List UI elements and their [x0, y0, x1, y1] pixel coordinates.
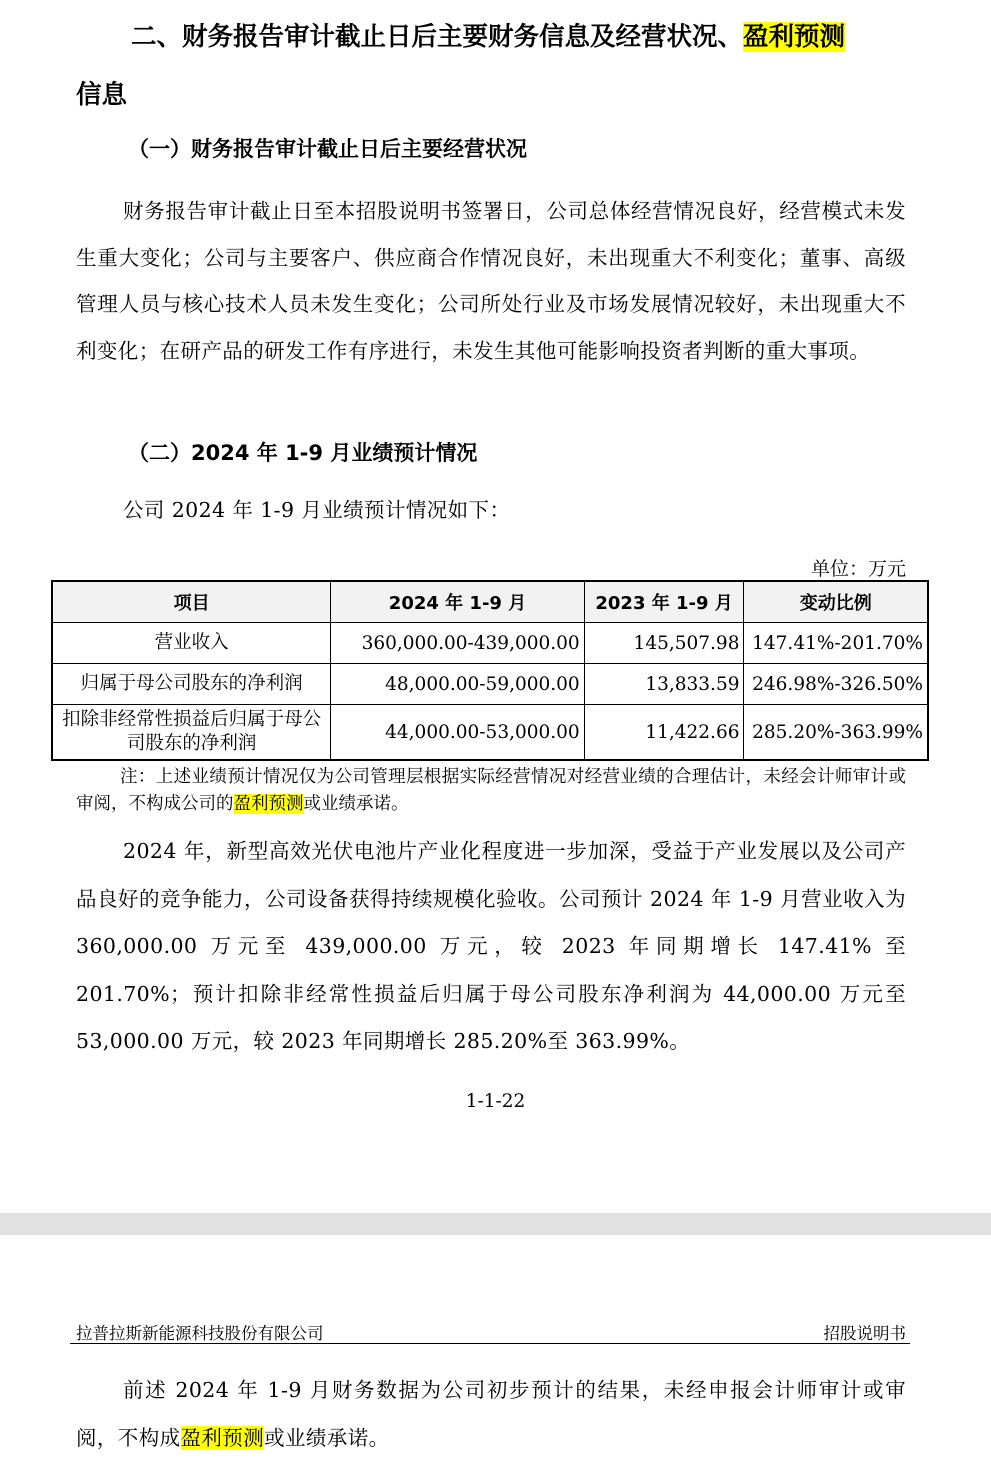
- main-heading: [76, 8, 916, 124]
- section-1-title: （一）财务报告审计截止日后主要经营状况: [128, 137, 527, 161]
- running-header-company: 拉普拉斯新能源科技股份有限公司: [76, 1324, 324, 1343]
- footnote-text: 注：上述业绩预计情况仅为公司管理层根据实际经营情况对经营业绩的合理估计，未经会计师审计或审阅，不构成公司的: [76, 767, 906, 814]
- main-heading-text-cont: 信息: [76, 80, 128, 110]
- next-page-paragraph: [76, 1366, 906, 1462]
- table-header-row: [52, 581, 928, 623]
- cell-change: 147.41%-201.70%: [744, 623, 928, 664]
- paragraph-text-end: 或业绩承诺。: [264, 1426, 390, 1450]
- highlighted-keyword: 盈利预测: [743, 22, 846, 52]
- cell-2023: 13,833.59: [584, 664, 744, 705]
- footnote-text-end: 或业绩承诺。: [303, 794, 409, 814]
- table-unit-label: 单位：万元: [810, 558, 906, 580]
- main-heading-text: 二、财务报告审计截止日后主要财务信息及经营状况、: [131, 22, 744, 52]
- page-number: 1-1-22: [465, 1091, 526, 1112]
- table-row: [52, 705, 928, 761]
- row-label: 归属于母公司股东的净利润: [52, 664, 331, 705]
- cell-change: 246.98%-326.50%: [744, 664, 928, 705]
- next-document-page: [0, 1235, 991, 1469]
- paragraph-text: 前述 2024 年 1-9 月财务数据为公司初步预计的结果，未经申报会计师审计或审阅，不构成: [76, 1378, 906, 1450]
- table-row: [52, 664, 928, 705]
- cell-2023: 11,422.66: [584, 705, 744, 761]
- cell-2024: 48,000.00-59,000.00: [331, 664, 584, 705]
- table-footnote: [76, 764, 906, 818]
- forecast-table: [51, 580, 929, 761]
- col-header-2024: 2024 年 1-9 月: [331, 581, 584, 623]
- cell-2024: 44,000.00-53,000.00: [331, 705, 584, 761]
- cell-2024: 360,000.00-439,000.00: [331, 623, 584, 664]
- col-header-item: 项目: [52, 581, 331, 623]
- page-separator: [0, 1213, 991, 1235]
- section-2-paragraph: 2024 年，新型高效光伏电池片产业化程度进一步加深，受益于产业发展以及公司产品良好的竞争能力，公司设备获得持续规模化验收。公司预计 2024 年 1-9 月营业收入为 360,000.00 万元至 439,000.00 万元，较 2023 年同期增长 147.41% 至 201.70%；预计扣除非经常性损益后归属于母公司股东净利润为 44,000.00 万元至 53,000.00 万元，较 2023 年同期增长 285.20%至 363.99%。: [76, 839, 906, 1053]
- row-label: 营业收入: [52, 623, 331, 664]
- running-header-doc-type: 招股说明书: [823, 1324, 906, 1343]
- col-header-2023: 2023 年 1-9 月: [584, 581, 744, 623]
- highlighted-keyword: 盈利预测: [180, 1426, 265, 1450]
- cell-2023: 145,507.98: [584, 623, 744, 664]
- header-rule: [70, 1343, 910, 1344]
- table-row: [52, 623, 928, 664]
- section-2-title: （二）2024 年 1-9 月业绩预计情况: [128, 441, 478, 465]
- row-label: 扣除非经常性损益后归属于母公司股东的净利润: [52, 705, 331, 761]
- highlighted-keyword: 盈利预测: [233, 794, 304, 814]
- section-1-paragraph: 财务报告审计截止日至本招股说明书签署日，公司总体经营情况良好，经营模式未发生重大变化；公司与主要客户、供应商合作情况良好，未出现重大不利变化；董事、高级管理人员与核心技术人员未发生变化；公司所处行业及市场发展情况较好，未出现重大不利变化；在研产品的研发工作有序进行，未发生其他可能影响投资者判断的重大事项。: [76, 199, 906, 363]
- col-header-change: 变动比例: [744, 581, 928, 623]
- cell-change: 285.20%-363.99%: [744, 705, 928, 761]
- section-2-intro: 公司 2024 年 1-9 月业绩预计情况如下：: [123, 498, 511, 522]
